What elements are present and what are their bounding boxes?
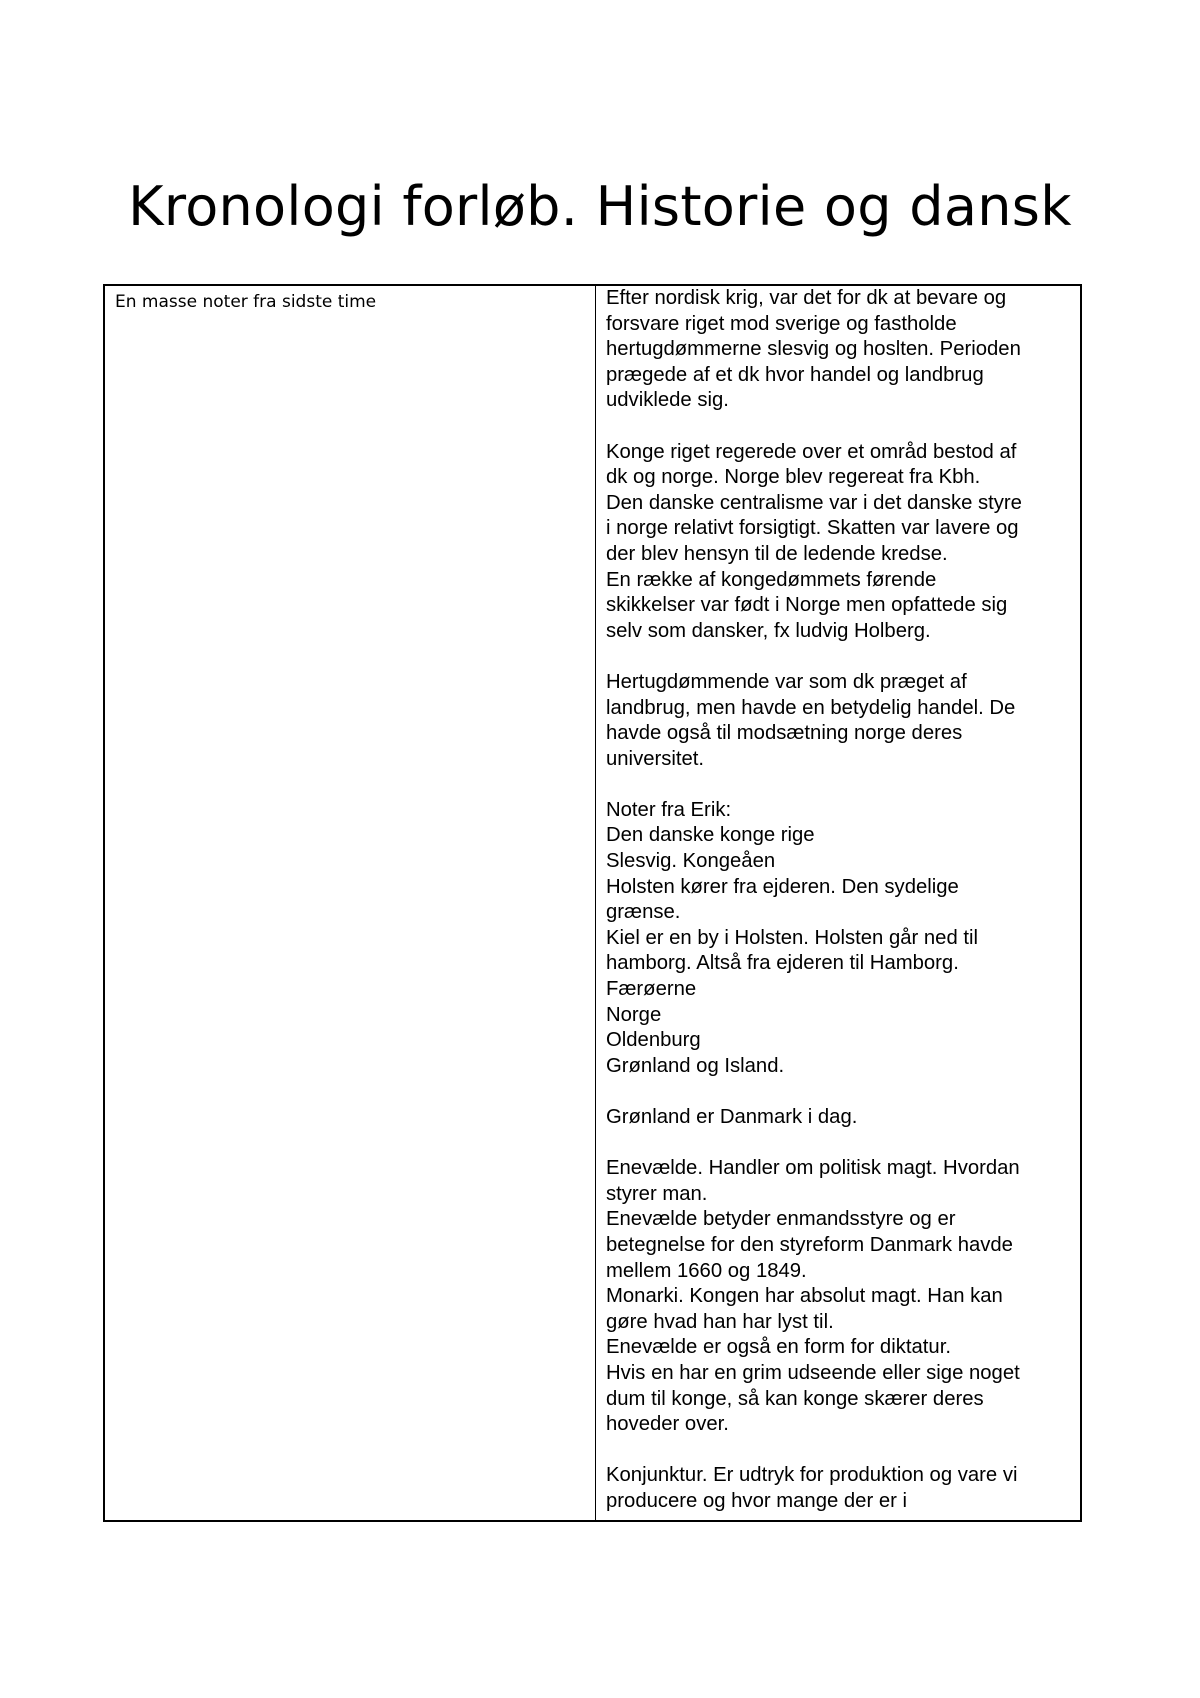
- note-paragraph: [606, 670, 1074, 772]
- note-paragraph: [606, 1156, 1074, 1438]
- note-line: hamborg. Altså fra ejderen til Hamborg.: [606, 952, 959, 975]
- note-paragraph: [606, 286, 1074, 414]
- notes-table-left-cell: [105, 286, 596, 1520]
- note-line: hoveder over.: [606, 1413, 729, 1436]
- document-title: Kronologi forløb. Historie og dansk: [128, 175, 1072, 238]
- note-line: Norge: [606, 1003, 662, 1026]
- note-line: Enevælde betyder enmandsstyre og er: [606, 1208, 956, 1231]
- note-line: dum til konge, så kan konge skærer deres: [606, 1387, 984, 1410]
- note-line: Hertugdømmende var som dk præget af: [606, 670, 967, 693]
- notes-table: [103, 284, 1082, 1522]
- note-line: hertugdømmerne slesvig og hoslten. Perioden: [606, 338, 1021, 361]
- note-line: selv som dansker, fx ludvig Holberg.: [606, 619, 931, 642]
- notes-table-right-cell: [596, 286, 1080, 1520]
- note-paragraph: [606, 1105, 1074, 1131]
- note-line: grænse.: [606, 901, 681, 924]
- note-line: mellem 1660 og 1849.: [606, 1259, 807, 1282]
- note-line: Den danske centralisme var i det danske styre: [606, 491, 1022, 514]
- note-line: Monarki. Kongen har absolut magt. Han kan: [606, 1285, 1003, 1308]
- note-line: producere og hvor mange der er i: [606, 1489, 908, 1512]
- note-line: Konge riget regerede over et områd bestod af: [606, 440, 1017, 463]
- note-line: landbrug, men havde en betydelig handel. De: [606, 696, 1016, 719]
- note-line: gøre hvad han har lyst til.: [606, 1310, 834, 1333]
- note-line: betegnelse for den styreform Danmark havde: [606, 1233, 1013, 1256]
- note-paragraph: [606, 440, 1074, 645]
- note-line: Den danske konge rige: [606, 824, 815, 847]
- note-line: Noter fra Erik:: [606, 798, 732, 821]
- note-line: styrer man.: [606, 1182, 708, 1205]
- note-line: Kiel er en by i Holsten. Holsten går ned til: [606, 926, 979, 949]
- note-line: Enevælde er også en form for diktatur.: [606, 1336, 951, 1359]
- note-line: Efter nordisk krig, var det for dk at bevare og: [606, 287, 1007, 309]
- note-line: havde også til modsætning norge deres: [606, 722, 963, 745]
- note-line: skikkelser var født i Norge men opfattede sig: [606, 594, 1008, 617]
- note-line: Slesvig. Kongeåen: [606, 850, 776, 873]
- left-cell-text: En masse noter fra sidste time: [115, 292, 377, 312]
- note-line: universitet.: [606, 747, 705, 770]
- note-line: Oldenburg: [606, 1029, 701, 1052]
- note-line: Grønland og Island.: [606, 1054, 785, 1077]
- note-paragraph: [606, 798, 1074, 1080]
- note-line: prægede af et dk hvor handel og landbrug: [606, 363, 984, 386]
- note-line: En række af kongedømmets førende: [606, 568, 937, 591]
- note-line: Konjunktur. Er udtryk for produktion og vare vi: [606, 1464, 1018, 1487]
- note-paragraph: [606, 1463, 1074, 1514]
- note-line: udviklede sig.: [606, 389, 729, 412]
- note-line: dk og norge. Norge blev regereat fra Kbh.: [606, 466, 981, 489]
- note-line: forsvare riget mod sverige og fastholde: [606, 312, 957, 335]
- note-line: der blev hensyn til de ledende kredse.: [606, 542, 948, 565]
- note-line: Hvis en har en grim udseende eller sige noget: [606, 1361, 1020, 1384]
- note-line: Enevælde. Handler om politisk magt. Hvordan: [606, 1157, 1020, 1180]
- note-line: i norge relativt forsigtigt. Skatten var lavere og: [606, 517, 1019, 540]
- note-line: Holsten kører fra ejderen. Den sydelige: [606, 875, 959, 898]
- note-line: Færøerne: [606, 978, 697, 1001]
- note-line: Grønland er Danmark i dag.: [606, 1106, 858, 1128]
